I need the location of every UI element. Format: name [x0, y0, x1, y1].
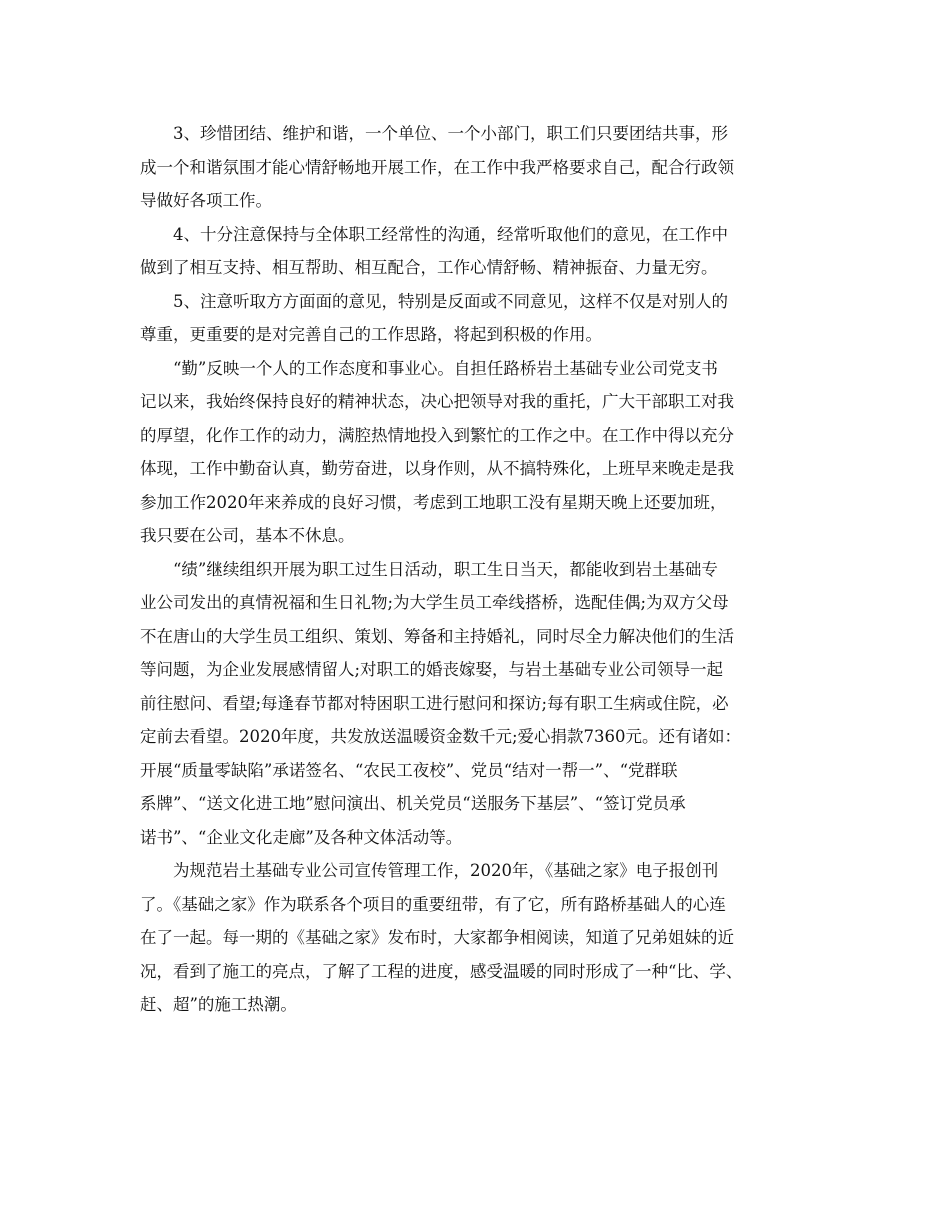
paragraph	[140, 218, 826, 285]
paragraph-line: 我只要在公司，基本不休息。	[140, 526, 355, 545]
paragraph-line: “绩”继续组织开展为职工过生日活动，职工生日当天，都能收到岩土基础专	[173, 559, 718, 579]
paragraph-line: 开展“质量零缺陷”承诺签名、“农民工夜校”、党员“结对一帮一”、“党群联	[140, 760, 678, 780]
paragraph-line: 记以来，我始终保持良好的精神状态，决心把领导对我的重托，广大干部职工对我	[140, 392, 734, 411]
paragraph-line: 诺书”、“企业文化走廊”及各种文体活动等。	[140, 827, 463, 847]
paragraph-line: 成一个和谐氛围才能心情舒畅地开展工作，在工作中我严格要求自己，配合行政领	[140, 157, 734, 177]
paragraph-line: 赶、超”的施工热潮。	[140, 995, 297, 1014]
paragraph	[140, 352, 826, 553]
paragraph-line: “勤”反映一个人的工作态度和事业心。自担任路桥岩土基础专业公司党支书	[173, 358, 718, 378]
document-body	[140, 117, 826, 1022]
paragraph	[140, 553, 826, 855]
paragraph	[140, 854, 826, 1022]
paragraph-line: 做到了相互支持、相互帮助、相互配合，工作心情舒畅、精神振奋、力量无穷。	[140, 258, 718, 277]
paragraph-line: 参加工作2020年来养成的良好习惯，考虑到工地职工没有星期天晚上还要加班，	[140, 492, 727, 512]
paragraph-line: 的厚望，化作工作的动力，满腔热情地投入到繁忙的工作之中。在工作中得以充分	[140, 425, 734, 445]
paragraph-line: 在了一起。每一期的《基础之家》发布时，大家都争相阅读，知道了兄弟姐妹的近	[140, 928, 734, 947]
paragraph-line: 了。《基础之家》作为联系各个项目的重要纽带，有了它，所有路桥基础人的心连	[140, 894, 726, 914]
paragraph	[140, 285, 826, 352]
paragraph-line: 为规范岩土基础专业公司宣传管理工作，2020年，《基础之家》电子报创刊	[173, 861, 719, 880]
paragraph-line: 4、十分注意保持与全体职工经常性的沟通，经常听取他们的意见，在工作中	[173, 224, 728, 244]
paragraph-line: 定前去看望。2020年度，共发放送温暖资金数千元;爱心捐款7360元。还有诸如：	[140, 727, 742, 746]
paragraph-line: 导做好各项工作。	[140, 191, 272, 210]
paragraph-line: 不在唐山的大学生员工组织、策划、筹备和主持婚礼，同时尽全力解决他们的生活	[140, 626, 734, 646]
paragraph	[140, 117, 826, 218]
paragraph-line: 业公司发出的真情祝福和生日礼物;为大学生员工牵线搭桥，选配佳偶;为双方父母	[140, 593, 729, 612]
paragraph-line: 尊重，更重要的是对完善自己的工作思路，将起到积极的作用。	[140, 325, 602, 344]
paragraph-line: 系牌”、“送文化进工地”慰问演出、机关党员“送服务下基层”、“签订党员承	[140, 794, 686, 813]
paragraph-line: 况，看到了施工的亮点，了解了工程的进度，感受温暖的同时形成了一种“比、学、	[140, 961, 743, 981]
paragraph-line: 前往慰问、看望;每逢春节都对特困职工进行慰问和探访;每有职工生病或住院，必	[140, 693, 729, 713]
paragraph-line: 5、注意听取方方面面的意见，特别是反面或不同意见，这样不仅是对别人的	[173, 291, 728, 311]
paragraph-line: 3、珍惜团结、维护和谐，一个单位、一个小部门，职工们只要团结共事，形	[173, 124, 728, 143]
paragraph-line: 体现，工作中勤奋认真，勤劳奋进，以身作则，从不搞特殊化，上班早来晚走是我	[140, 459, 734, 478]
paragraph-line: 等问题，为企业发展感情留人;对职工的婚丧嫁娶，与岩土基础专业公司领导一起	[140, 660, 724, 679]
